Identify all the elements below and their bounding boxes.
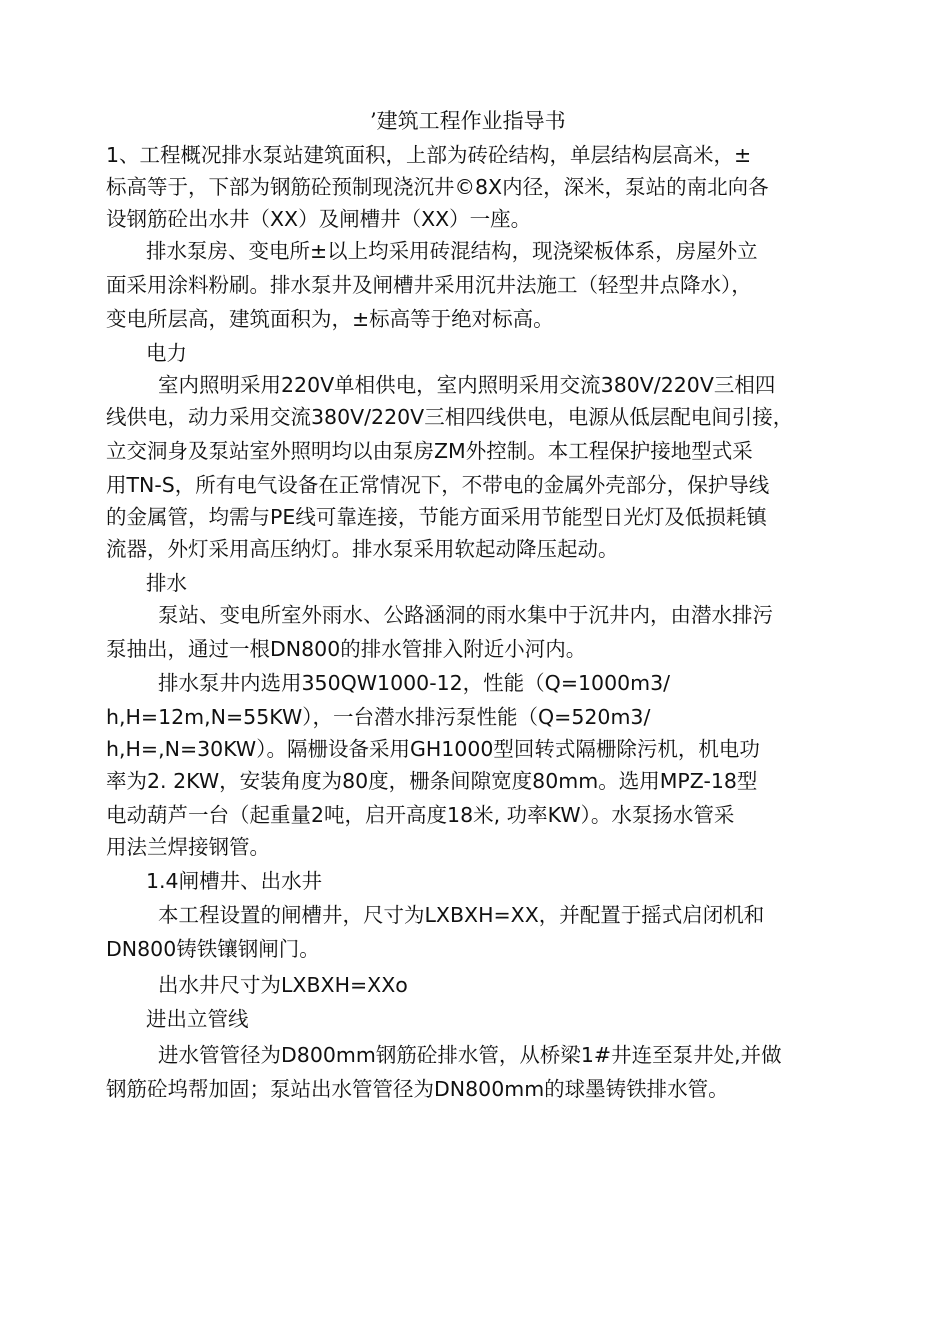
section-heading: 排水 (146, 571, 187, 595)
body-line: 钢筋砼坞帮加固；泵站出水管管径为DN800mm的球墨铸铁排水管。 (106, 1077, 729, 1101)
body-line: 用法兰焊接钢管。 (106, 835, 270, 859)
section-heading: 进出立管线 (146, 1007, 249, 1031)
body-line: 设钢筋砼出水井（XX）及闸槽井（XX）一座。 (106, 207, 532, 231)
body-line: 的金属管，均需与PE线可靠连接，节能方面采用节能型日光灯及低损耗镇 (106, 505, 767, 529)
body-line: 变电所层高，建筑面积为，±标高等于绝对标高。 (106, 307, 554, 331)
body-line: h,H=,N=30KW）。隔栅设备采用GH1000型回转式隔栅除污机，机电功 (106, 737, 760, 761)
section-heading: 1.4闸槽井、出水井 (146, 869, 323, 893)
body-line: 泵站、变电所室外雨水、公路涵洞的雨水集中于沉井内，由潜水排污 (158, 603, 773, 627)
body-line: 线供电，动力采用交流380V/220V三相四线供电，电源从低层配电间引接， (106, 405, 794, 429)
section-heading: 电力 (146, 341, 187, 365)
body-line: 排水泵房、变电所±以上均采用砖混结构，现浇梁板体系，房屋外立 (146, 239, 758, 263)
body-line: 用TN-S，所有电气设备在正常情况下，不带电的金属外壳部分，保护导线 (106, 473, 770, 497)
body-line: 1、工程概况排水泵站建筑面积，上部为砖砼结构，单层结构层高米，± (106, 143, 752, 167)
body-line: 率为2. 2KW，安装角度为80度，栅条间隙宽度80mm。选用MPZ-18型 (106, 769, 758, 793)
body-line: 泵抽出，通过一根DN800的排水管排入附近小河内。 (106, 637, 587, 661)
body-line: 立交洞身及泵站室外照明均以由泵房ZM外控制。本工程保护接地型式采 (106, 439, 753, 463)
body-line: DN800铸铁镶钢闸门。 (106, 937, 320, 961)
body-line: 排水泵井内选用350QW1000-12，性能（Q=1000m3/ (158, 671, 671, 695)
body-line: 电动葫芦一台（起重量2吨，启开高度18米, 功率KW）。水泵扬水管采 (106, 803, 735, 827)
body-line: 出水井尺寸为LXBXH=XXo (158, 973, 408, 997)
body-line: 本工程设置的闸槽井，尺寸为LXBXH=XX，并配置于摇式启闭机和 (158, 903, 765, 927)
body-line: 流器，外灯采用高压纳灯。排水泵采用软起动降压起动。 (106, 537, 619, 561)
document-title: ’建筑工程作业指导书 (370, 109, 566, 133)
body-line: 标高等于，下部为钢筋砼预制现浇沉井©8X内径，深米，泵站的南北向各 (106, 175, 769, 199)
body-line: 面采用涂料粉刷。排水泵井及闸槽井采用沉井法施工（轻型井点降水）， (106, 273, 752, 297)
body-line: 室内照明采用220V单相供电，室内照明采用交流380V/220V三相四 (158, 373, 776, 397)
body-line: 进水管管径为D800mm钢筋砼排水管，从桥梁1#井连至泵井处,并做 (158, 1043, 782, 1067)
body-line: h,H=12m,N=55KW），一台潜水排污泵性能（Q=520m3/ (106, 705, 651, 729)
